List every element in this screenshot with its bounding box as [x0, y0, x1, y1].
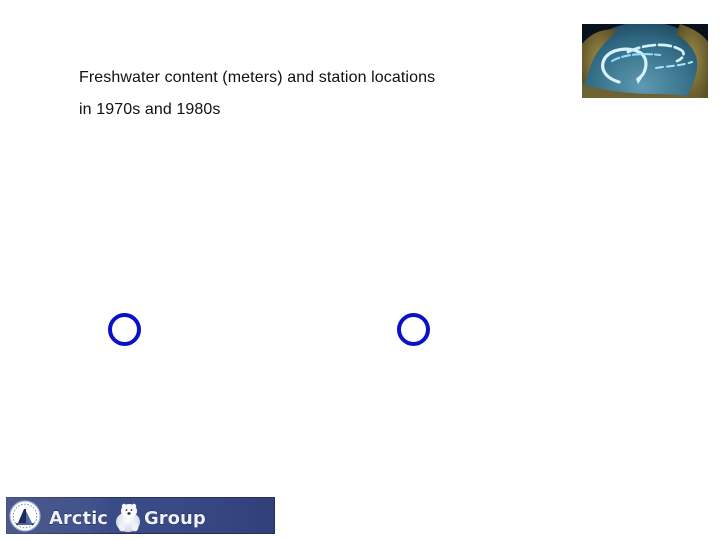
- arctic-globe-thumbnail: [582, 24, 708, 98]
- station-circle-left: [108, 313, 141, 346]
- arctic-group-logo: [6, 497, 275, 534]
- seal-icon: [10, 501, 40, 531]
- title-line-2: in 1970s and 1980s: [79, 101, 221, 118]
- station-circle-right: [397, 313, 430, 346]
- title-line-1: Freshwater content (meters) and station locations: [79, 69, 436, 86]
- arctic-group-banner: [6, 497, 275, 534]
- logo-word-group: Group: [144, 508, 206, 529]
- logo-word-arctic: Arctic: [49, 508, 108, 529]
- arctic-globe-icon: [582, 24, 708, 98]
- slide-title: [79, 62, 559, 126]
